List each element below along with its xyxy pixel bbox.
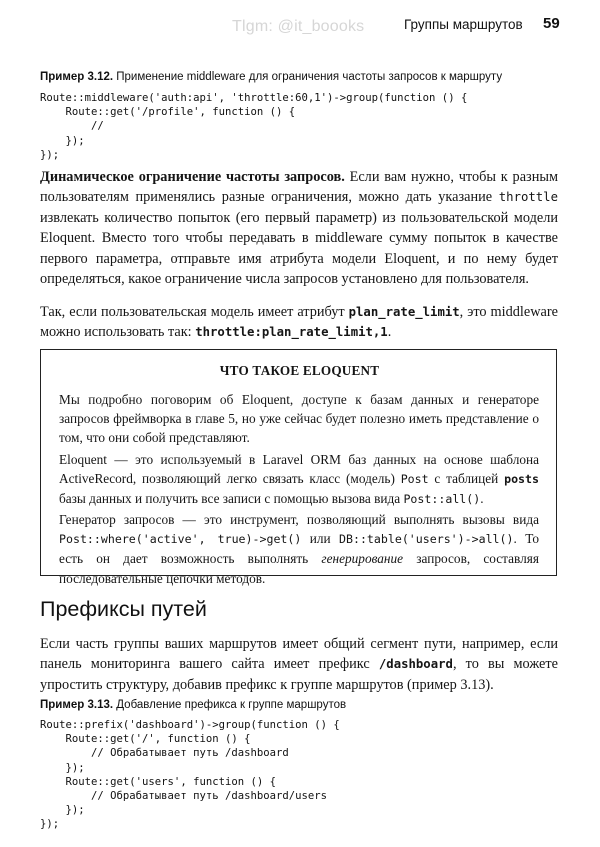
example-3-12-caption [40, 71, 502, 83]
inline-code: posts [504, 472, 539, 487]
sidebar-box [40, 349, 557, 586]
example-3-13-caption [40, 699, 346, 711]
text-run: . [480, 491, 484, 507]
text-run: Генератор запросов — это инструмент, позволяющий выполнять вызовы вида [59, 512, 539, 527]
example-label: Пример 3.13. [40, 699, 114, 711]
code-line: Route::get('/', function () { [40, 733, 251, 746]
code-listing-3-13 [40, 718, 340, 832]
sidebar-paragraph: Мы подробно поговорим об Eloquent, доступе к базам данных и генераторе запросов фреймворка в главе 5, но уже сейчас будет полезно иметь представление о том, что они собой представляют. [59, 392, 539, 446]
paragraph-prefix [40, 634, 558, 695]
sidebar-paragraph [59, 510, 539, 588]
inline-code: Post::where('active', true)->get() [59, 532, 302, 547]
text-run: Если часть группы ваших маршрутов имеет общий сегмент пути, например, если панель мониторинга вашего сайта имеет префикс [40, 636, 558, 673]
example-caption-text: Добавление префикса к группе маршрутов [116, 699, 347, 711]
watermark: Tlgm: @it_boooks [232, 18, 365, 35]
sidebar-paragraph [59, 450, 539, 510]
text-run: Eloquent — это используемый в Laravel ORM баз данных на основе шаблона ActiveRecord, позволяющий легко связать класс (модель) [59, 452, 539, 487]
inline-code: /dashboard [378, 657, 453, 672]
code-line: Route::get('/profile', function () { [40, 106, 296, 119]
text-run: , это middleware можно использовать так: [40, 304, 558, 341]
text-run: извлекать количество попыток (его первый параметр) из пользовательской модели Eloquent. Вместо того чтобы передавать в middleware сумму попыток в качестве первого параметра, отправьте имя атрибута модели Eloquent, и по нему будет определяться, какое ограничение числа запросов установлено для пользователя. [40, 209, 558, 288]
inline-code: Post::all() [403, 492, 481, 507]
text-run: , то вы можете упростить структуру, добавив префикс к группе маршрутов (пример 3.13). [40, 656, 558, 693]
emphasis: генерирование [321, 551, 404, 567]
text-run: или [301, 531, 339, 547]
code-listing-3-12 [40, 91, 467, 162]
sidebar-title: ЧТО ТАКОЕ ELOQUENT [219, 363, 380, 378]
inline-code: throttle:plan_rate_limit,1 [195, 325, 388, 340]
code-line: }); [40, 818, 60, 831]
code-line: // [40, 120, 104, 133]
text-run: запросов, составляя последовательные цепочки методов. [59, 551, 540, 586]
text-run: . То есть он дает возможность выполнять [59, 531, 539, 567]
text-run: Если вам нужно, чтобы к разным пользователям применялись разные ограничения, можно дать указание [40, 169, 558, 206]
text-run: . [387, 324, 392, 341]
inline-code: throttle [498, 190, 558, 205]
paragraph-dynamic-limit [40, 167, 558, 289]
page-number: 59 [543, 15, 560, 32]
code-line: }); [40, 804, 85, 817]
code-line: // Обрабатывает путь /dashboard/users [40, 790, 328, 803]
inline-code: plan_rate_limit [348, 305, 460, 319]
paragraph-usage [40, 302, 558, 343]
text-run: базы данных и получить все записи с помощью вызова вида [59, 491, 404, 507]
code-line: }); [40, 148, 60, 161]
inline-code: DB::table('users')->all() [339, 532, 514, 547]
code-line: Route::get('users', function () { [40, 775, 276, 788]
section-heading: Префиксы путей [40, 597, 207, 621]
example-label: Пример 3.12. [40, 71, 114, 83]
text-run: Так, если пользовательская модель имеет атрибут [40, 304, 349, 320]
paragraph-lead: Динамическое ограничение частоты запросов. [40, 169, 345, 185]
code-line: Route::middleware('auth:api', 'throttle:60,1')->group(function () { [40, 92, 468, 104]
code-line: }); [40, 761, 85, 774]
example-caption-text: Применение middleware для ограничения частоты запросов к маршруту [116, 71, 503, 83]
code-line: // Обрабатывает путь /dashboard [40, 747, 289, 760]
text-run: с таблицей [428, 471, 505, 487]
running-title: Группы маршрутов [404, 17, 523, 32]
code-line: Route::prefix('dashboard')->group(function () { [40, 719, 340, 731]
inline-code: Post [400, 472, 429, 487]
code-line: }); [40, 134, 85, 147]
